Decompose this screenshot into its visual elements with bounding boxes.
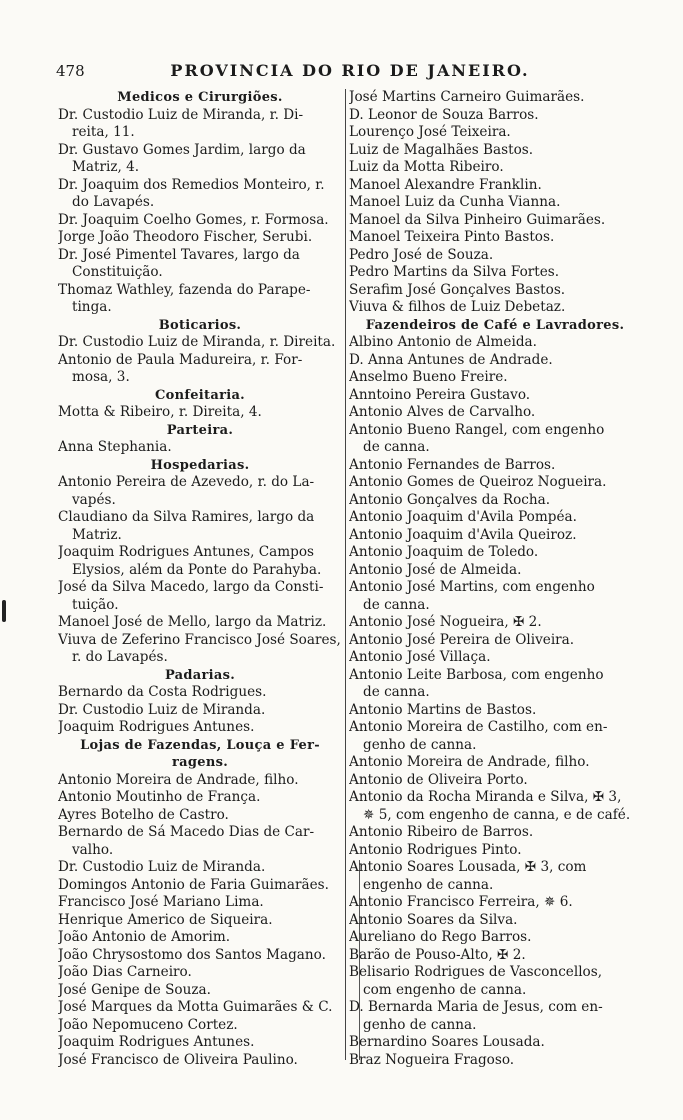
entry-line-continued: do Lavapés. [72,194,155,210]
entry-line: Dr. Custodio Luiz de Miranda, r. Di- [58,106,304,123]
entry-line-continued: de canna. [363,439,430,455]
entry-line-continued: tinga. [72,299,112,315]
entry-line: Antonio Francisco Ferreira, ✵ 6. [349,894,573,910]
entry-line: Manoel Luiz da Cunha Vianna. [349,194,561,210]
entry-line: José da Silva Macedo, largo da Consti- [58,579,324,595]
directory-entry [349,474,641,492]
directory-entry [349,999,641,1034]
directory-entry [58,702,342,720]
entry-line: Antonio Soares Lousada, ✠ 3, com [349,859,587,875]
entry-line: João Dias Carneiro. [58,964,192,980]
directory-entry [349,124,641,142]
entry-line: Antonio José Pereira de Oliveira. [349,631,575,648]
entry-line: Antonio de Oliveira Porto. [349,771,528,788]
directory-entry [349,457,641,475]
entry-line-continued: r. do Lavapés. [72,649,168,665]
directory-entry [58,894,342,912]
section-heading-text: Boticarios. [158,317,242,333]
entry-line: Bernardo da Costa Rodrigues. [58,684,267,700]
directory-entry [58,772,342,790]
directory-entry [58,912,342,930]
section-heading-text: Padarias. [164,667,236,683]
entry-line: Antonio da Rocha Miranda e Silva, ✠ 3, [349,789,622,805]
entry-line: Antonio Gomes de Queiroz Nogueira. [349,474,607,490]
entry-line: Dr. Custodio Luiz de Miranda. [58,701,266,718]
directory-entry [349,562,641,580]
entry-line: José Francisco de Oliveira Paulino. [58,1051,298,1068]
entry-line: Antonio José Nogueira, ✠ 2. [349,614,542,630]
entry-line: Anna Stephania. [58,439,172,455]
directory-entry [58,789,342,807]
directory-entry [349,824,641,842]
directory-entry [349,947,641,965]
section-heading-text: Medicos e Cirurgiões. [117,90,283,105]
entry-line: Antonio Moreira de Andrade, filho. [349,754,590,770]
directory-entry [58,614,342,632]
binding-mark [2,600,6,622]
directory-entry [349,404,641,422]
directory-entry [349,107,641,125]
entry-line-continued: tuição. [72,596,119,613]
entry-line: Antonio Fernandes de Barros. [349,456,556,473]
directory-entry [349,964,641,999]
section-heading-text: Fazendeiros de Café e Lavradores. [365,317,625,333]
section-heading-text: Parteira. [166,422,234,438]
directory-entry [58,859,342,877]
directory-entry [58,474,342,509]
directory-entry [58,1052,342,1070]
section-heading [58,422,342,440]
entry-line: Dr. Joaquim dos Remedios Monteiro, r. [58,176,325,193]
directory-entry [349,894,641,912]
directory-entry [349,614,641,632]
entry-line: Antonio Ribeiro de Barros. [349,824,534,840]
entry-line: Thomaz Wathley, fazenda do Parape- [58,281,311,298]
running-head-title: PROVINCIA DO RIO DE JANEIRO. [170,61,530,80]
entry-line: Manoel José de Mello, largo da Matriz. [58,614,327,630]
directory-entry [58,684,342,702]
entry-line-continued: genho de canna. [363,736,477,753]
entry-line-continued: com engenho de canna. [363,981,527,998]
entry-line: Pedro Martins da Silva Fortes. [349,264,560,280]
entry-line: Belisario Rodrigues de Vasconcellos, [349,964,603,980]
entry-line-continued: valho. [72,841,114,858]
entry-line: Dr. Custodio Luiz de Miranda, r. Direita. [58,334,336,350]
section-heading [58,457,342,475]
directory-entry [58,282,342,317]
entry-line: Luiz da Motta Ribeiro. [349,159,504,175]
directory-entry [349,369,641,387]
section-heading [349,317,641,335]
entry-line-continued: engenho de canna. [363,876,494,893]
entry-line: João Chrysostomo dos Santos Magano. [58,946,326,963]
directory-entry [58,982,342,1000]
entry-line: Antonio Pereira de Azevedo, r. do La- [58,474,315,490]
entry-line: Pedro José de Souza. [349,246,494,263]
entry-line: Antonio Joaquim d'Avila Pompéa. [349,509,577,525]
directory-entry [349,264,641,282]
directory-entry [58,229,342,247]
directory-entry [58,177,342,212]
entry-line: Viuva & filhos de Luiz Debetaz. [349,299,566,315]
entry-line: Antonio Martins de Bastos. [349,701,537,718]
entry-line: Bernardino Soares Lousada. [349,1034,545,1050]
directory-entry [58,212,342,230]
entry-line: Antonio José Martins, com engenho [349,579,595,595]
entry-line: Dr. Gustavo Gomes Jardim, largo da [58,141,306,158]
directory-entry [349,632,641,650]
page-number: 478 [56,62,85,80]
directory-entry [58,247,342,282]
entry-line-continued: de canna. [363,596,430,613]
directory-entry [58,824,342,859]
entry-line: Barão de Pouso-Alto, ✠ 2. [349,946,526,963]
entry-line: Antonio de Paula Madureira, r. For- [58,351,303,368]
directory-entry [349,912,641,930]
directory-entry [58,877,342,895]
entry-line: Antonio José Villaça. [349,649,491,665]
entry-line-continued: Elysios, além da Ponte do Parahyba. [72,561,322,578]
directory-entry [349,859,641,894]
entry-line: Francisco José Mariano Lima. [58,894,264,910]
entry-line: Jorge João Theodoro Fischer, Serubi. [58,229,313,245]
directory-entry [58,439,342,457]
entry-line-continued: Constituição. [72,264,163,280]
entry-line: Antonio Bueno Rangel, com engenho [349,421,605,438]
entry-line: Antonio Moutinho de França. [58,789,261,805]
directory-entry [58,334,342,352]
entry-line: Antonio Moreira de Castilho, com en- [349,719,608,735]
entry-line: Dr. José Pimentel Tavares, largo da [58,246,300,263]
entry-line-continued: de canna. [363,684,430,700]
directory-entry [58,142,342,177]
directory-entry [349,177,641,195]
entry-line: Domingos Antonio de Faria Guimarães. [58,876,329,893]
directory-entry [349,719,641,754]
entry-line: Ayres Botelho de Castro. [58,806,229,823]
entry-line: Aureliano do Rego Barros. [349,929,532,945]
entry-line: Lourenço José Teixeira. [349,124,511,140]
entry-line: Henrique Americo de Siqueira. [58,911,273,928]
entry-line: Antonio Leite Barbosa, com engenho [349,666,604,683]
section-heading-text: Hospedarias. [150,457,250,473]
entry-line-continued: genho de canna. [363,1016,477,1033]
entry-line: Manoel da Silva Pinheiro Guimarães. [349,211,606,228]
entry-line: Serafim José Gonçalves Bastos. [349,281,566,298]
entry-line: Braz Nogueira Fragoso. [349,1051,515,1068]
entry-line: José Martins Carneiro Guimarães. [349,89,585,105]
section-heading [58,387,342,405]
entry-line: Antonio Soares da Silva. [349,911,518,928]
section-heading-text: Lojas de Fazendas, Louça e Fer- [80,737,320,753]
entry-line: Antonio Alves de Carvalho. [349,404,536,420]
directory-entry [58,404,342,422]
section-heading [58,317,342,335]
right-column [349,89,641,1069]
directory-entry [349,649,641,667]
entry-line-continued: reita, 11. [72,124,135,140]
directory-entry [349,89,641,107]
entry-line: Claudiano da Silva Ramires, largo da [58,509,315,525]
entry-line: Albino Antonio de Almeida. [349,334,537,350]
directory-entry [349,929,641,947]
directory-entry [58,807,342,825]
directory-entry [349,299,641,317]
entry-line: Anntoino Pereira Gustavo. [349,386,531,403]
directory-entry [58,964,342,982]
entry-line: José Marques da Motta Guimarães & C. [58,999,333,1015]
section-heading [58,89,342,107]
entry-line: Dr. Joaquim Coelho Gomes, r. Formosa. [58,211,329,228]
directory-entry [349,1052,641,1070]
directory-entry [349,212,641,230]
entry-line: Antonio José de Almeida. [349,561,522,578]
entry-line: Joaquim Rodrigues Antunes, Campos [58,544,314,560]
entry-line: Antonio Joaquim de Toledo. [349,544,539,560]
entry-line: Motta & Ribeiro, r. Direita, 4. [58,404,262,420]
entry-line: Antonio Moreira de Andrade, filho. [58,771,299,788]
left-column [58,89,342,1069]
directory-entry [349,194,641,212]
entry-line: Joaquim Rodrigues Antunes. [58,1034,255,1050]
entry-line: Luiz de Magalhães Bastos. [349,141,534,158]
directory-entry [349,159,641,177]
directory-entry [58,999,342,1017]
directory-entry [349,1034,641,1052]
directory-entry [349,509,641,527]
directory-entry [349,492,641,510]
directory-entry [58,509,342,544]
entry-line-continued: Matriz, 4. [72,159,140,175]
directory-entry [58,352,342,387]
directory-entry [58,632,342,667]
directory-entry [349,422,641,457]
entry-line: Bernardo de Sá Macedo Dias de Car- [58,824,315,840]
entry-line: Joaquim Rodrigues Antunes. [58,719,255,735]
entry-line: Antonio Gonçalves da Rocha. [349,491,551,508]
entry-line-continued: Matriz. [72,526,122,543]
directory-entry [349,702,641,720]
directory-entry [349,387,641,405]
directory-entry [349,789,641,824]
entry-line: João Nepomuceno Cortez. [58,1016,238,1033]
directory-entry [349,772,641,790]
directory-entry [58,1034,342,1052]
directory-entry [58,544,342,579]
entry-line: José Genipe de Souza. [58,981,211,998]
directory-entry [58,947,342,965]
directory-entry [349,579,641,614]
directory-entry [58,719,342,737]
entry-line: Manoel Teixeira Pinto Bastos. [349,229,555,245]
directory-entry [349,247,641,265]
directory-entry [349,142,641,160]
directory-entry [349,842,641,860]
page-header [0,58,683,82]
entry-line: D. Anna Antunes de Andrade. [349,351,553,368]
directory-entry [58,1017,342,1035]
column-divider [345,89,346,1060]
entry-line: João Antonio de Amorim. [58,929,231,945]
section-heading [58,737,342,772]
entry-line: Viuva de Zeferino Francisco José Soares, [58,631,341,648]
entry-line-continued: mosa, 3. [72,369,130,385]
entry-line: Antonio Joaquim d'Avila Queiroz. [349,526,577,543]
directory-entry [349,527,641,545]
directory-entry [58,107,342,142]
entry-line: D. Leonor de Souza Barros. [349,106,539,123]
directory-entry [58,579,342,614]
section-heading-text-continued: ragens. [171,755,229,770]
entry-line: Anselmo Bueno Freire. [349,369,508,385]
section-heading [58,667,342,685]
directory-entry [349,229,641,247]
directory-entry [349,352,641,370]
entry-line-continued: vapés. [72,491,116,508]
directory-entry [349,544,641,562]
entry-line: D. Bernarda Maria de Jesus, com en- [349,999,603,1015]
directory-entry [58,929,342,947]
entry-line-continued: ✵ 5, com engenho de canna, e de café. [363,806,631,823]
directory-entry [349,334,641,352]
entry-line: Manoel Alexandre Franklin. [349,176,542,193]
directory-entry [349,667,641,702]
section-heading-text: Confeitaria. [154,387,246,403]
directory-entry [349,282,641,300]
entry-line: Antonio Rodrigues Pinto. [349,841,522,858]
entry-line: Dr. Custodio Luiz de Miranda. [58,859,266,875]
directory-entry [349,754,641,772]
